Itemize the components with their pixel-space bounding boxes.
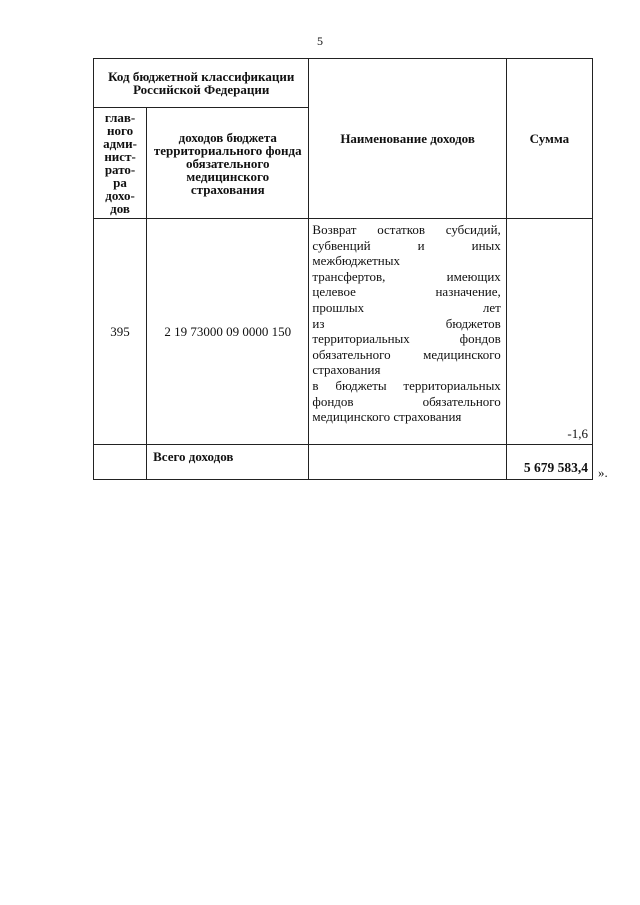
income-name-line: в бюджеты территориальных	[312, 377, 501, 393]
header-admin-code-line: адми-	[103, 136, 137, 151]
total-empty-name-cell	[309, 445, 506, 480]
total-empty-cell	[94, 445, 147, 480]
header-admin-code-text	[94, 111, 146, 215]
income-name-line: субвенций и иных	[312, 237, 501, 253]
income-name-line: трансфертов, имеющих	[312, 268, 501, 284]
total-sum: 5 679 583,4	[506, 445, 592, 480]
header-admin-code-hyphenated	[94, 111, 146, 215]
row-sum: -1,6	[506, 219, 592, 445]
header-admin-code-line: ра	[113, 175, 127, 190]
income-name-line: фондов обязательного	[312, 393, 501, 409]
header-admin-code-line: ного	[107, 123, 134, 138]
header-admin-code-line: глав-	[104, 110, 136, 125]
total-row	[94, 445, 593, 480]
income-name-line: Возврат остатков субсидий,	[312, 222, 501, 237]
header-income-name: Наименование доходов	[309, 59, 506, 219]
header-admin-code-line: рато-	[104, 162, 136, 177]
row-income-name	[309, 219, 506, 445]
income-name-line: из бюджетов	[312, 315, 501, 331]
page-number: 5	[317, 34, 323, 48]
header-sum: Сумма	[506, 59, 592, 219]
income-name-line: территориальных фондов	[312, 331, 501, 347]
header-admin-code	[94, 108, 147, 219]
income-name-line: прошлых лет	[312, 299, 501, 315]
header-income-code: доходов бюджета территориального фонда обязательного медицинского страхования	[147, 108, 309, 219]
header-admin-code-line: нист-	[104, 149, 136, 164]
income-name-line: целевое назначение,	[312, 284, 501, 300]
total-label: Всего доходов	[147, 445, 309, 480]
closing-quote-mark: ».	[598, 465, 608, 480]
header-classification-group: Код бюджетной классификации Российской Федерации	[94, 59, 309, 108]
header-admin-code-line: дохо-	[105, 188, 135, 203]
income-table	[93, 58, 593, 480]
row-admin-code: 395	[94, 219, 147, 445]
row-income-code: 2 19 73000 09 0000 150	[147, 219, 309, 445]
header-admin-code-line: дов	[110, 201, 130, 216]
income-name-line: обязательного медицинского	[312, 346, 501, 362]
income-name-line: медицинского страхования	[312, 409, 462, 425]
income-name-line: межбюджетных	[312, 253, 400, 269]
table-row	[94, 219, 593, 445]
income-name-line: страхования	[312, 362, 381, 378]
